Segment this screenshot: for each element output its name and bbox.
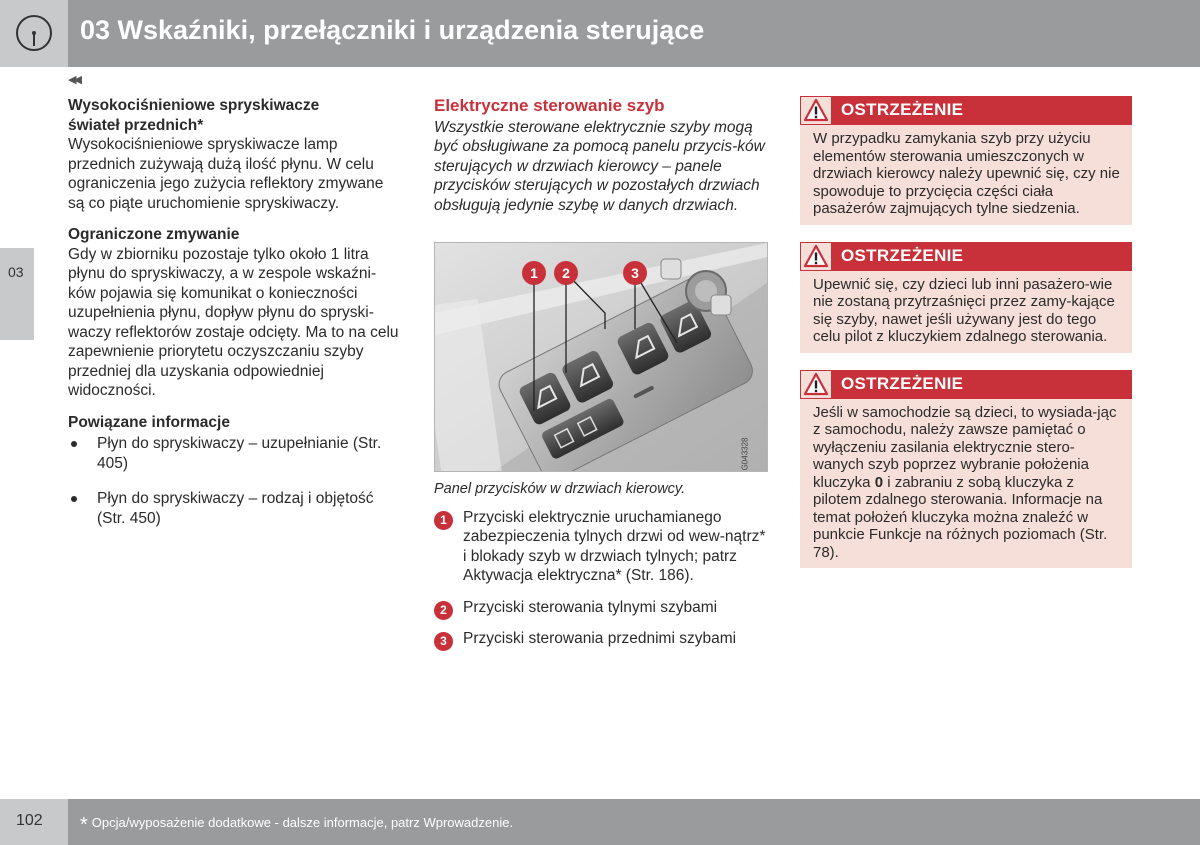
- column-left: [68, 96, 403, 544]
- legend-item: [434, 598, 769, 618]
- related-link-text: Płyn do spryskiwaczy – uzupełnianie (Str. 405): [97, 435, 382, 472]
- warning-title: OSTRZEŻENIE: [841, 245, 964, 265]
- callout-1: [522, 261, 546, 285]
- callout-2: [554, 261, 578, 285]
- chapter-side-tab: [0, 248, 34, 340]
- footnote: [80, 814, 513, 837]
- warning-header: [800, 96, 1132, 125]
- callout-2-label: 2: [562, 265, 570, 281]
- column-right: [800, 96, 1132, 585]
- header-icon-box: [0, 0, 68, 67]
- back-arrows-icon[interactable]: ◀◀: [68, 74, 79, 86]
- section-title-line1: Wysokociśnieniowe spryskiwacze: [68, 97, 320, 114]
- warning-title: OSTRZEŻENIE: [841, 373, 964, 393]
- warning-icon-box: [801, 97, 831, 124]
- door-panel-figure: [434, 242, 768, 472]
- legend-item-text: Przyciski sterowania przednimi szybami: [463, 630, 737, 647]
- chapter-tab-label: 03: [8, 264, 24, 280]
- warning-header: [800, 242, 1132, 271]
- warning-header: [800, 370, 1132, 399]
- section-title-power-windows: Elektryczne sterowanie szyb: [434, 96, 665, 115]
- legend-item-text: Przyciski elektrycznie uruchamianego zabezpieczenia tylnych drzwi od wew-nątrz* i blokady szyb w drzwiach tylnych; patrz Aktywacja elektryczna* (Str. 186).: [463, 508, 766, 584]
- warning-text: [800, 399, 1132, 562]
- warning-text-part: i zabraniu z sobą kluczyka z pilotem zdalnego sterowania. Informacje na temat położeń kluczyka można znaleźć w punkcie Funkcje na różnych poziomach (Str. 78).: [813, 473, 1108, 561]
- related-info-list: [68, 434, 403, 528]
- legend-item-text: Przyciski sterowania tylnymi szybami: [463, 598, 718, 616]
- footer-page-box: [0, 799, 68, 845]
- related-link[interactable]: [68, 434, 403, 473]
- headlamp-washers-text: Wysokociśnieniowe spryskiwacze lamp przednich zużywają dużą ilość płynu. W celu ograniczenia jego zużycia reflektory zmywane są co piąte uruchomienie spryskiwaczy.: [68, 136, 384, 212]
- related-link-text: Płyn do spryskiwaczy – rodzaj i objętość (Str. 450): [97, 490, 374, 527]
- figure-caption: Panel przycisków w drzwiach kierowcy.: [434, 481, 686, 497]
- section-title-line2: świateł przednich*: [68, 116, 204, 134]
- section-title-limited-washing: Ograniczone zmywanie: [68, 226, 240, 243]
- warning-box: [800, 96, 1132, 225]
- page-header: [0, 0, 1200, 67]
- warning-text-part: Jeśli w samochodzie są dzieci, to wysiada-jąc z samochodu, należy zawsze pamiętać o wyłączeniu zasilania elektrycznie stero-wanych szyb poprzez wybranie położenia kluczyka: [813, 403, 1117, 491]
- legend-item: [434, 508, 769, 586]
- power-windows-intro: Wszystkie sterowane elektrycznie szyby mogą być obsługiwane za pomocą panelu przycis-ków sterujących w drzwiach kierowcy – panele przycisków sterujących w pozostałych drzwiach obsługują jedynie szybę w danych drzwiach.: [434, 118, 765, 214]
- warning-triangle-icon: [803, 98, 829, 122]
- bullet-icon: [71, 441, 77, 447]
- legend-item: [434, 629, 769, 649]
- warning-box: [800, 370, 1132, 569]
- warning-icon-box: [801, 371, 831, 398]
- limited-washing-text: Gdy w zbiorniku pozostaje tylko około 1 litra płynu do spryskiwaczy, a w zespole wskaźni-ków pojawia się komunikat o konieczności uzupełnienia płynu, dopływ płynu do spryski-waczy reflektorów zostaje odcięty. Ma to na celu zapewnienie priorytetu oczyszczaniu szyby przedniej dla uzyskania odpowiedniej widoczności.: [68, 245, 399, 399]
- footnote-star: *: [80, 814, 88, 836]
- number-badge-icon: 1: [434, 511, 453, 530]
- callout-3-label: 3: [631, 265, 639, 281]
- page-number: 102: [16, 812, 43, 829]
- warning-triangle-icon: [803, 372, 829, 396]
- gauge-icon: [15, 14, 53, 52]
- warning-text: Upewnić się, czy dzieci lub inni pasażero-wie nie zostaną przytrzaśnięci przez zamy-kające się szyby, nawet jeśli używany jest do tego celu pilot z kluczykiem zdalnego sterowania.: [813, 275, 1115, 345]
- warning-triangle-icon: [803, 244, 829, 268]
- key-position-value: 0: [874, 473, 884, 491]
- footnote-text: Opcja/wyposażenie dodatkowe - dalsze informacje, patrz Wprowadzenie.: [91, 815, 514, 830]
- callout-1-label: 1: [530, 265, 538, 281]
- related-link[interactable]: [68, 489, 403, 528]
- door-panel-illustration: [435, 243, 767, 471]
- callout-legend: [434, 508, 769, 649]
- warning-text: W przypadku zamykania szyb przy użyciu elementów sterowania umieszczonych w drzwiach kierowcy należy upewnić się, czy nie spowoduje to przycięcia części ciała pasażerów zajmujących tylne siedzenia.: [813, 130, 1120, 217]
- section-title-headlamp-washers: [68, 96, 403, 135]
- footer-bar: [68, 799, 1200, 845]
- warning-box: [800, 242, 1132, 353]
- figure-code: G043328: [740, 437, 750, 470]
- column-middle: [434, 96, 769, 661]
- bullet-icon: [71, 496, 77, 502]
- page-title: 03 Wskaźniki, przełączniki i urządzenia sterujące: [80, 15, 705, 45]
- warning-icon-box: [801, 243, 831, 270]
- number-badge-icon: 2: [434, 601, 453, 620]
- section-title-related-info: Powiązane informacje: [68, 413, 230, 431]
- number-badge-icon: 3: [434, 632, 453, 651]
- callout-3: [623, 261, 647, 285]
- warning-title: OSTRZEŻENIE: [841, 100, 964, 119]
